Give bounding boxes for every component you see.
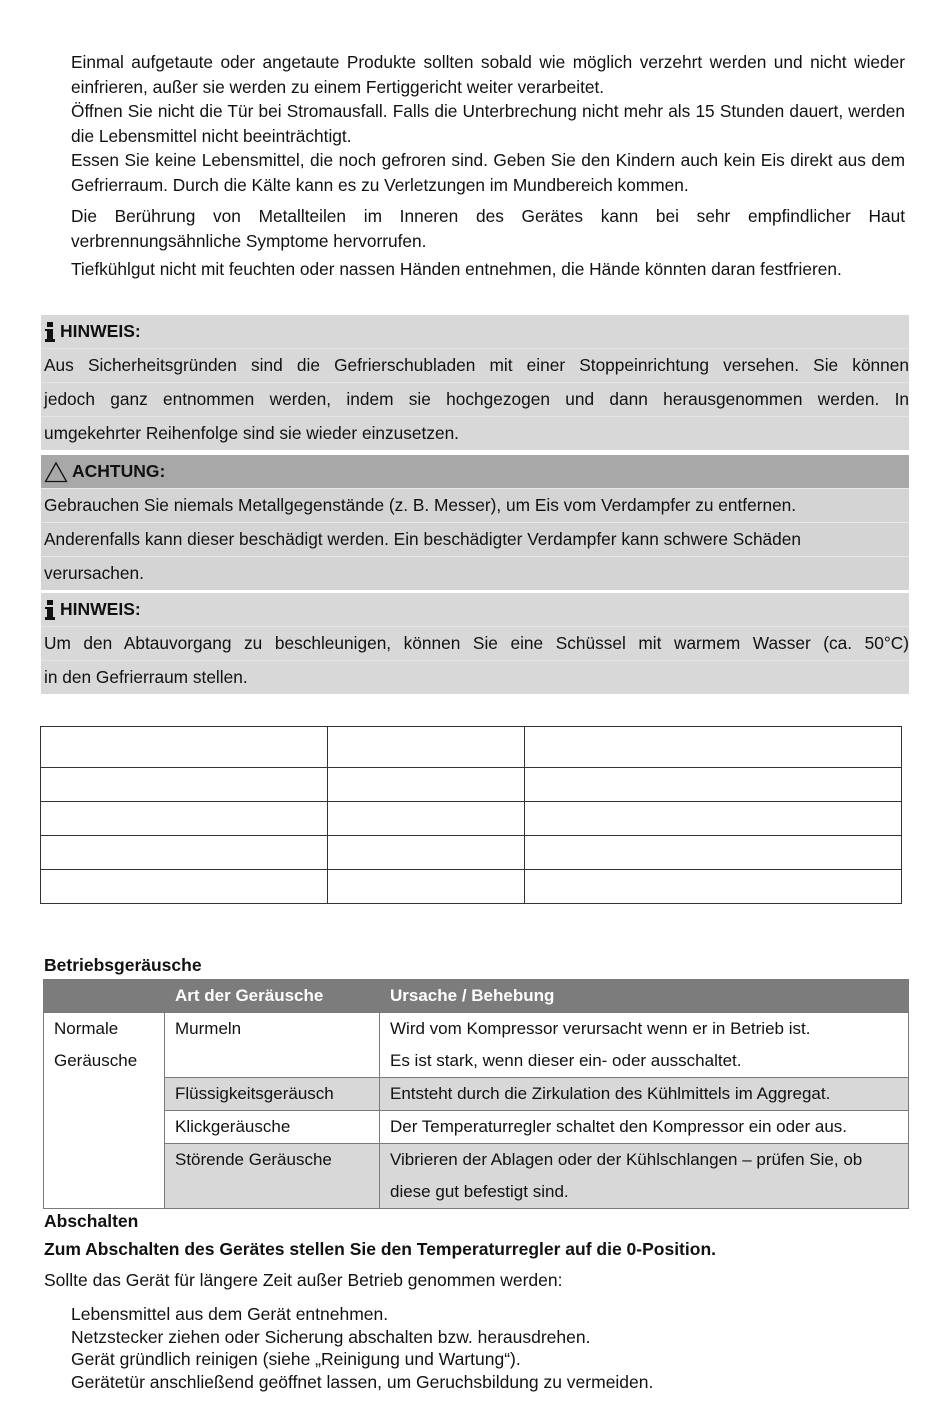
notice-line: in den Gefrierraum stellen. [41, 660, 909, 694]
table-row [44, 1013, 909, 1078]
table-row [44, 1078, 909, 1111]
noise-table [43, 979, 909, 1209]
noise-type-cell: Klickgeräusche [165, 1111, 380, 1144]
notice-line: Um den Abtauvorgang zu beschleunigen, können Sie eine Schüssel mit warmem Wasser (ca. 50°C) [41, 626, 909, 660]
paragraph-power-outage: Öffnen Sie nicht die Tür bei Stromausfall. Falls die Unterbrechung nicht mehr als 15 Stunden dauert, werden die Lebensmittel nicht beeinträchtigt. [71, 101, 905, 146]
warning-triangle-icon [44, 461, 68, 483]
list-item: Netzstecker ziehen oder Sicherung abschalten bzw. herausdrehen. [71, 1326, 591, 1347]
notice-header [41, 315, 909, 348]
cause-line: Wird vom Kompressor verursacht wenn er in Betrieb ist. [390, 1019, 811, 1038]
notice-line: jedoch ganz entnommen werden, indem sie hochgezogen und dann herausgenommen werden. In [41, 382, 909, 416]
empty-table [40, 726, 902, 904]
noise-type-cell: Störende Geräusche [165, 1144, 380, 1209]
notice-title: HINWEIS: [60, 321, 141, 341]
shutdown-steps-list [71, 1303, 653, 1393]
table-row [44, 1111, 909, 1144]
noise-type-cell: Flüssigkeitsgeräusch [165, 1078, 380, 1111]
notice-box-defrost [41, 593, 909, 694]
noise-cause-cell [380, 1013, 909, 1078]
column-header: Ursache / Behebung [380, 980, 909, 1013]
noise-cause-cell: Entsteht durch die Zirkulation des Kühlmittels im Aggregat. [380, 1078, 909, 1111]
paragraph-thawed-products: Einmal aufgetaute oder angetaute Produkte sollten sobald wie möglich verzehrt werden und nicht wieder einfrieren, außer sie werden zu einem Fertiggericht weiter verarbeitet. [71, 52, 905, 97]
paragraph-metal-parts: Die Berührung von Metallteilen im Inneren des Gerätes kann bei sehr empfindlicher Haut verbrennungsähnliche Symptome hervorrufen. [71, 206, 905, 251]
warning-title: ACHTUNG: [72, 461, 166, 481]
warning-line: Anderenfalls kann dieser beschädigt werden. Ein beschädigter Verdampfer kann schwere Schäden [41, 522, 909, 556]
warning-box-metal-tools [41, 455, 909, 590]
table-row [41, 836, 902, 870]
table-row [44, 1144, 909, 1209]
noise-cause-cell: Der Temperaturregler schaltet den Kompressor ein oder aus. [380, 1111, 909, 1144]
list-item: Gerät gründlich reinigen (siehe „Reinigung und Wartung“). [71, 1349, 521, 1369]
cause-line: diese gut befestigt sind. [390, 1182, 569, 1201]
column-header: Art der Geräusche [165, 980, 380, 1013]
table-row [41, 727, 902, 768]
notice-box-drawers [41, 315, 909, 450]
section-heading-shutdown: Abschalten [44, 1211, 139, 1231]
noise-type-cell: Murmeln [165, 1013, 380, 1078]
warning-line: Gebrauchen Sie niemals Metallgegenstände (z. B. Messer), um Eis vom Verdampfer zu entfernen. [41, 488, 909, 522]
notice-line: Aus Sicherheitsgründen sind die Gefrierschubladen mit einer Stoppeinrichtung versehen. Sie können [41, 348, 909, 382]
warning-line: verursachen. [41, 556, 909, 590]
table-row [41, 802, 902, 836]
notice-line: umgekehrter Reihenfolge sind sie wieder einzusetzen. [41, 416, 909, 450]
section-heading-noises: Betriebsgeräusche [44, 955, 202, 975]
list-item: Gerätetür anschließend geöffnet lassen, um Geruchsbildung zu vermeiden. [71, 1371, 654, 1392]
notice-header [41, 593, 909, 626]
table-header-row [44, 980, 909, 1013]
paragraph-wet-hands: Tiefkühlgut nicht mit feuchten oder nassen Händen entnehmen, die Hände könnten daran festfrieren. [71, 259, 842, 279]
list-item: Lebensmittel aus dem Gerät entnehmen. [71, 1304, 389, 1324]
shutdown-instruction: Zum Abschalten des Gerätes stellen Sie den Temperaturregler auf die 0-Position. [44, 1239, 716, 1259]
cause-line: Es ist stark, wenn dieser ein- oder ausschaltet. [390, 1051, 742, 1070]
table-row [41, 870, 902, 904]
warning-header [41, 455, 909, 488]
cause-line: Vibrieren der Ablagen oder der Kühlschlangen – prüfen Sie, ob [390, 1150, 863, 1169]
group-label-cell [44, 1013, 165, 1209]
info-icon [44, 599, 56, 621]
shutdown-intro: Sollte das Gerät für längere Zeit außer Betrieb genommen werden: [44, 1270, 563, 1290]
notice-title: HINWEIS: [60, 599, 141, 619]
group-label-line: Geräusche [54, 1051, 138, 1070]
column-header [44, 980, 165, 1013]
paragraph-frozen-food: Essen Sie keine Lebensmittel, die noch gefroren sind. Geben Sie den Kindern auch kein Eis direkt aus dem Gefrierraum. Durch die Kälte kann es zu Verletzungen im Mundbereich kommen. [71, 150, 905, 195]
noise-cause-cell [380, 1144, 909, 1209]
group-label-line: Normale [54, 1019, 119, 1038]
info-icon [44, 321, 56, 343]
table-row [41, 768, 902, 802]
